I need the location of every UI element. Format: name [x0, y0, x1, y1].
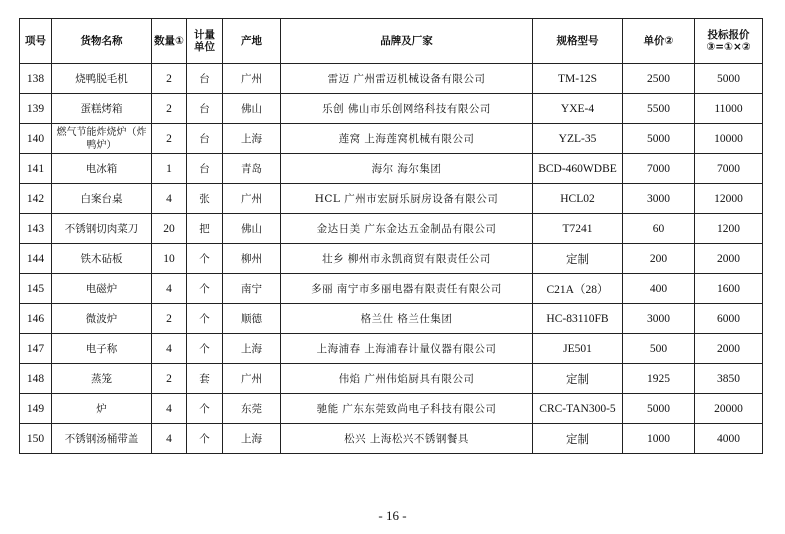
cell-total: 1600: [695, 274, 763, 304]
cell-name: 电冰箱: [52, 154, 152, 184]
cell-unit: 台: [187, 94, 223, 124]
cell-id: 143: [20, 214, 52, 244]
cell-brand: 上海浦春 上海浦春计量仪器有限公司: [281, 334, 533, 364]
cell-origin: 广州: [223, 364, 281, 394]
cell-price: 2500: [623, 64, 695, 94]
cell-id: 149: [20, 394, 52, 424]
cell-id: 145: [20, 274, 52, 304]
cell-model: 定制: [533, 244, 623, 274]
cell-id: 139: [20, 94, 52, 124]
cell-price: 5500: [623, 94, 695, 124]
cell-model: T7241: [533, 214, 623, 244]
cell-origin: 东莞: [223, 394, 281, 424]
cell-total: 1200: [695, 214, 763, 244]
cell-model: HCL02: [533, 184, 623, 214]
cell-unit: 个: [187, 274, 223, 304]
cell-total: 6000: [695, 304, 763, 334]
cell-price: 3000: [623, 184, 695, 214]
cell-brand: 伟焰 广州伟焰厨具有限公司: [281, 364, 533, 394]
cell-qty: 2: [152, 364, 187, 394]
cell-name: 不锈钢切肉菜刀: [52, 214, 152, 244]
header-origin: 产地: [223, 19, 281, 64]
cell-total: 10000: [695, 124, 763, 154]
cell-price: 3000: [623, 304, 695, 334]
cell-name: 蒸笼: [52, 364, 152, 394]
cell-model: C21A（28）: [533, 274, 623, 304]
cell-total: 2000: [695, 244, 763, 274]
cell-qty: 10: [152, 244, 187, 274]
cell-model: TM-12S: [533, 64, 623, 94]
table-row: [20, 364, 763, 394]
cell-unit: 台: [187, 124, 223, 154]
header-id: 项号: [20, 19, 52, 64]
cell-brand: 松兴 上海松兴不锈钢餐具: [281, 424, 533, 454]
table-row: [20, 274, 763, 304]
cell-price: 5000: [623, 124, 695, 154]
cell-id: 144: [20, 244, 52, 274]
cell-name: 微波炉: [52, 304, 152, 334]
cell-origin: 佛山: [223, 94, 281, 124]
cell-id: 138: [20, 64, 52, 94]
cell-model: CRC-TAN300-5: [533, 394, 623, 424]
table-body: [20, 64, 763, 454]
header-unit: 计量单位: [187, 19, 223, 64]
header-qty: 数量①: [152, 19, 187, 64]
header-total: 投标报价③=①×②: [695, 19, 763, 64]
table-header-row: [20, 19, 763, 64]
cell-unit: 个: [187, 394, 223, 424]
cell-brand: 多丽 南宁市多丽电器有限责任有限公司: [281, 274, 533, 304]
cell-qty: 4: [152, 274, 187, 304]
cell-total: 3850: [695, 364, 763, 394]
table-row: [20, 94, 763, 124]
cell-brand: 乐创 佛山市乐创网络科技有限公司: [281, 94, 533, 124]
table-row: [20, 154, 763, 184]
cell-unit: 张: [187, 184, 223, 214]
cell-unit: 个: [187, 304, 223, 334]
cell-qty: 2: [152, 124, 187, 154]
cell-model: 定制: [533, 424, 623, 454]
cell-name: 铁木砧板: [52, 244, 152, 274]
cell-total: 12000: [695, 184, 763, 214]
cell-name: 电磁炉: [52, 274, 152, 304]
cell-origin: 广州: [223, 184, 281, 214]
cell-origin: 上海: [223, 424, 281, 454]
cell-price: 200: [623, 244, 695, 274]
cell-unit: 个: [187, 244, 223, 274]
cell-model: YZL-35: [533, 124, 623, 154]
cell-unit: 套: [187, 364, 223, 394]
cell-brand: 格兰仕 格兰仕集团: [281, 304, 533, 334]
table-row: [20, 64, 763, 94]
cell-total: 7000: [695, 154, 763, 184]
table-row: [20, 394, 763, 424]
cell-model: BCD-460WDBE: [533, 154, 623, 184]
cell-unit: 个: [187, 334, 223, 364]
cell-origin: 广州: [223, 64, 281, 94]
cell-qty: 2: [152, 64, 187, 94]
cell-unit: 个: [187, 424, 223, 454]
cell-brand: 壮乡 柳州市永凯商贸有限责任公司: [281, 244, 533, 274]
table-row: [20, 184, 763, 214]
cell-brand: 海尔 海尔集团: [281, 154, 533, 184]
cell-name: 不锈钢汤桶带盖: [52, 424, 152, 454]
cell-price: 500: [623, 334, 695, 364]
cell-origin: 柳州: [223, 244, 281, 274]
cell-name: 电子称: [52, 334, 152, 364]
cell-qty: 20: [152, 214, 187, 244]
cell-total: 11000: [695, 94, 763, 124]
header-name: 货物名称: [52, 19, 152, 64]
cell-unit: 台: [187, 64, 223, 94]
cell-qty: 2: [152, 304, 187, 334]
cell-brand: 雷迈 广州雷迈机械设备有限公司: [281, 64, 533, 94]
cell-price: 1000: [623, 424, 695, 454]
cell-name: 蛋糕烤箱: [52, 94, 152, 124]
cell-brand: 驰能 广东东莞致尚电子科技有限公司: [281, 394, 533, 424]
cell-unit: 把: [187, 214, 223, 244]
cell-total: 5000: [695, 64, 763, 94]
cell-price: 5000: [623, 394, 695, 424]
cell-total: 4000: [695, 424, 763, 454]
cell-id: 142: [20, 184, 52, 214]
cell-total: 2000: [695, 334, 763, 364]
cell-model: JE501: [533, 334, 623, 364]
cell-name: 白案台桌: [52, 184, 152, 214]
cell-qty: 4: [152, 394, 187, 424]
table-row: [20, 214, 763, 244]
cell-qty: 4: [152, 334, 187, 364]
cell-origin: 佛山: [223, 214, 281, 244]
cell-origin: 上海: [223, 334, 281, 364]
cell-price: 7000: [623, 154, 695, 184]
cell-price: 60: [623, 214, 695, 244]
table-row: [20, 304, 763, 334]
bid-price-table: [19, 18, 763, 454]
cell-price: 400: [623, 274, 695, 304]
header-brand: 品牌及厂家: [281, 19, 533, 64]
table-row: [20, 124, 763, 154]
cell-origin: 上海: [223, 124, 281, 154]
table-row: [20, 334, 763, 364]
cell-brand: 莲窝 上海莲窝机械有限公司: [281, 124, 533, 154]
cell-qty: 1: [152, 154, 187, 184]
cell-model: YXE-4: [533, 94, 623, 124]
cell-name: 烧鸭脱毛机: [52, 64, 152, 94]
cell-model: HC-83110FB: [533, 304, 623, 334]
cell-id: 150: [20, 424, 52, 454]
cell-origin: 南宁: [223, 274, 281, 304]
cell-id: 148: [20, 364, 52, 394]
cell-name: 炉: [52, 394, 152, 424]
cell-origin: 青岛: [223, 154, 281, 184]
cell-qty: 4: [152, 184, 187, 214]
cell-price: 1925: [623, 364, 695, 394]
cell-id: 147: [20, 334, 52, 364]
table-row: [20, 424, 763, 454]
cell-unit: 台: [187, 154, 223, 184]
cell-id: 140: [20, 124, 52, 154]
page-number: - 16 -: [378, 508, 407, 523]
header-price: 单价②: [623, 19, 695, 64]
header-model: 规格型号: [533, 19, 623, 64]
cell-brand: 金达日美 广东金达五金制品有限公司: [281, 214, 533, 244]
cell-id: 146: [20, 304, 52, 334]
table-row: [20, 244, 763, 274]
cell-id: 141: [20, 154, 52, 184]
cell-qty: 4: [152, 424, 187, 454]
cell-total: 20000: [695, 394, 763, 424]
cell-origin: 顺德: [223, 304, 281, 334]
cell-brand: HCL 广州市宏厨乐厨房设备有限公司: [281, 184, 533, 214]
cell-qty: 2: [152, 94, 187, 124]
cell-name: 燃气节能炸烧炉（炸鸭炉）: [52, 124, 152, 154]
cell-model: 定制: [533, 364, 623, 394]
